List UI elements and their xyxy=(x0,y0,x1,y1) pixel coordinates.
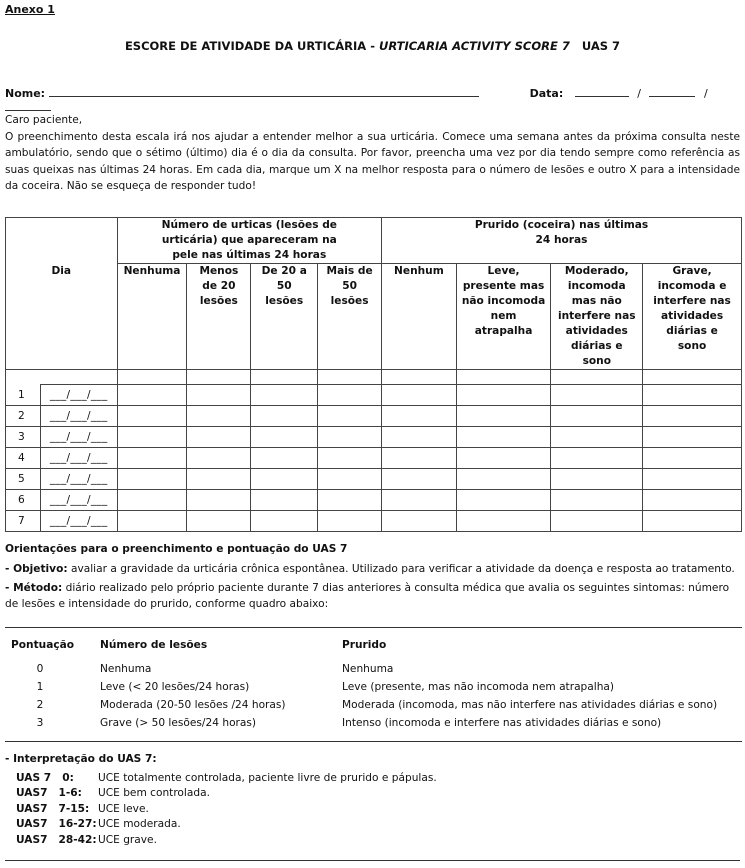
day-number: 1 xyxy=(6,385,41,406)
interpretation-row xyxy=(5,771,740,787)
interpretation-value: UCE leve. xyxy=(98,802,149,815)
scoring-lesions: Leve (< 20 lesões/24 horas) xyxy=(100,681,250,693)
daily-score-table xyxy=(5,217,742,532)
check-cell[interactable] xyxy=(251,511,318,532)
check-cell[interactable] xyxy=(187,406,251,427)
check-cell[interactable] xyxy=(643,427,742,448)
check-cell[interactable] xyxy=(251,385,318,406)
orientation-heading: Orientações para o preenchimento e pontuação do UAS 7 xyxy=(5,543,348,555)
check-cell[interactable] xyxy=(456,490,551,511)
check-cell[interactable] xyxy=(187,448,251,469)
check-cell[interactable] xyxy=(456,448,551,469)
day-date-field[interactable]: ___/___/___ xyxy=(40,427,117,448)
check-cell[interactable] xyxy=(251,448,318,469)
lesion-col-3: Mais de 50 lesões xyxy=(318,264,382,370)
check-cell[interactable] xyxy=(643,511,742,532)
interpretation-key: UAS7 7-15: xyxy=(16,802,90,815)
check-cell[interactable] xyxy=(117,385,187,406)
lesion-col-2: De 20 a 50 lesões xyxy=(251,264,318,370)
scoring-itch: Nenhuma xyxy=(342,663,394,675)
day-row xyxy=(6,427,742,448)
check-cell[interactable] xyxy=(318,406,382,427)
title-suffix: UAS 7 xyxy=(581,39,621,53)
day-number: 7 xyxy=(6,511,41,532)
check-cell[interactable] xyxy=(117,469,187,490)
check-cell[interactable] xyxy=(456,511,551,532)
scoring-itch: Intenso (incomoda e interfere nas atividades diárias e sono) xyxy=(342,717,662,729)
day-number: 3 xyxy=(6,427,41,448)
check-cell[interactable] xyxy=(551,406,643,427)
check-cell[interactable] xyxy=(382,406,457,427)
day-number: 5 xyxy=(6,469,41,490)
scoring-row xyxy=(5,699,742,717)
document-title xyxy=(0,39,745,53)
lesions-group-header: Número de urticas (lesões de urticária) que apareceram na pele nas últimas 24 horas xyxy=(117,218,381,264)
check-cell[interactable] xyxy=(382,385,457,406)
check-cell[interactable] xyxy=(318,469,382,490)
method-text: diário realizado pelo próprio paciente durante 7 dias anteriores à consulta médica que avalia os seguintes sintomas: número de lesões e intensidade do prurido, conforme quadro abaixo: xyxy=(5,582,730,610)
interpretation-key: UAS7 28-42: xyxy=(16,833,97,846)
interpretation-heading: - Interpretação do UAS 7: xyxy=(5,753,157,765)
check-cell[interactable] xyxy=(382,448,457,469)
scoring-lesions: Nenhuma xyxy=(100,663,152,675)
date-month-field[interactable] xyxy=(649,86,695,97)
scoring-score: 3 xyxy=(36,717,44,729)
scoring-lesions: Grave (> 50 lesões/24 horas) xyxy=(100,717,257,729)
day-date-field[interactable]: ___/___/___ xyxy=(40,511,117,532)
check-cell[interactable] xyxy=(456,385,551,406)
scoring-header-score: Pontuação xyxy=(11,639,75,651)
day-date-field[interactable]: ___/___/___ xyxy=(40,448,117,469)
lesion-col-1: Menos de 20 lesões xyxy=(187,264,251,370)
check-cell[interactable] xyxy=(187,469,251,490)
day-row xyxy=(6,490,742,511)
check-cell[interactable] xyxy=(187,385,251,406)
day-row xyxy=(6,406,742,427)
objective-text: avaliar a gravidade da urticária crônica espontânea. Utilizado para verificar a atividade da doença e resposta ao tratamento. xyxy=(70,563,735,575)
interpretation-value: UCE totalmente controlada, paciente livre de prurido e pápulas. xyxy=(98,771,437,784)
interpretation-row xyxy=(5,833,740,849)
name-field[interactable] xyxy=(49,86,479,97)
intro-greeting: Caro paciente, xyxy=(5,114,83,126)
scoring-table xyxy=(5,627,742,742)
check-cell[interactable] xyxy=(382,469,457,490)
interpretation-row xyxy=(5,817,740,833)
check-cell[interactable] xyxy=(251,469,318,490)
check-cell[interactable] xyxy=(318,490,382,511)
interpretation-key: UAS7 1-6: xyxy=(16,787,82,799)
interpretation-row xyxy=(5,802,740,818)
check-cell[interactable] xyxy=(318,427,382,448)
check-cell[interactable] xyxy=(643,490,742,511)
interpretation-key: UAS7 16-27: xyxy=(16,818,97,830)
date-separator-1: / xyxy=(637,87,641,100)
annex-label: Anexo 1 xyxy=(5,3,55,16)
itch-group-header: Prurido (coceira) nas últimas 24 horas xyxy=(382,218,742,264)
check-cell[interactable] xyxy=(251,406,318,427)
interpretation-value: UCE moderada. xyxy=(98,818,181,830)
check-cell[interactable] xyxy=(643,469,742,490)
check-cell[interactable] xyxy=(456,469,551,490)
day-number: 6 xyxy=(6,490,41,511)
itch-col-3: Grave, incomoda e interfere nas atividades diárias e sono xyxy=(643,264,742,370)
check-cell[interactable] xyxy=(643,448,742,469)
scoring-row xyxy=(5,717,742,735)
check-cell[interactable] xyxy=(117,511,187,532)
check-cell[interactable] xyxy=(318,385,382,406)
check-cell[interactable] xyxy=(187,511,251,532)
check-cell[interactable] xyxy=(456,427,551,448)
scoring-score: 1 xyxy=(36,681,44,693)
check-cell[interactable] xyxy=(318,511,382,532)
check-cell[interactable] xyxy=(251,427,318,448)
interpretation-value: UCE grave. xyxy=(98,833,157,846)
check-cell[interactable] xyxy=(643,406,742,427)
interpretation-section xyxy=(5,752,740,848)
intro-text xyxy=(5,112,740,195)
scoring-itch: Moderada (incomoda, mas não interfere nas atividades diárias e sono) xyxy=(342,699,718,711)
day-header: Dia xyxy=(6,264,118,370)
day-date-field[interactable]: ___/___/___ xyxy=(40,469,117,490)
check-cell[interactable] xyxy=(551,511,643,532)
scoring-itch: Leve (presente, mas não incomoda nem atrapalha) xyxy=(342,681,615,693)
check-cell[interactable] xyxy=(551,448,643,469)
check-cell[interactable] xyxy=(456,406,551,427)
scoring-bottom-rule xyxy=(5,735,742,742)
date-label: Data: xyxy=(529,87,564,100)
itch-col-0: Nenhum xyxy=(382,264,457,370)
intro-body: O preenchimento desta escala irá nos ajudar a entender melhor a sua urticária. Comece uma semana antes da próxima consulta neste ambulatório, sendo que o sétimo (último) dia é o dia da consulta. Por favor, preencha uma vez por dia tendo sempre como referência as suas queixas nas últimas 24 horas. Em cada dia, marque um X na melhor resposta para o número de lesões e outro X para a intensidade da coceira. Não se esqueça de responder tudo! xyxy=(5,130,740,192)
date-day-field[interactable] xyxy=(575,86,629,97)
day-date-field[interactable]: ___/___/___ xyxy=(40,490,117,511)
title-main: ESCORE DE ATIVIDADE DA URTICÁRIA - xyxy=(124,39,379,53)
day-row xyxy=(6,448,742,469)
bottom-rule xyxy=(5,860,740,861)
method-paragraph xyxy=(5,580,740,612)
check-cell[interactable] xyxy=(187,427,251,448)
day-number: 2 xyxy=(6,406,41,427)
day-date-field[interactable]: ___/___/___ xyxy=(40,406,117,427)
name-date-row xyxy=(5,86,737,114)
check-cell[interactable] xyxy=(382,427,457,448)
interpretation-row xyxy=(5,786,740,802)
scoring-header-lesions: Número de lesões xyxy=(100,639,208,651)
day-row xyxy=(6,469,742,490)
check-cell[interactable] xyxy=(551,490,643,511)
check-cell[interactable] xyxy=(551,427,643,448)
day-row xyxy=(6,511,742,532)
check-cell[interactable] xyxy=(117,490,187,511)
orientation-section xyxy=(5,541,740,615)
scoring-header-row xyxy=(5,628,742,663)
interpretation-key: UAS 7 0: xyxy=(16,771,74,784)
title-italic: URTICARIA ACTIVITY SCORE 7 xyxy=(378,39,570,53)
scoring-score: 0 xyxy=(36,663,44,675)
check-cell[interactable] xyxy=(551,469,643,490)
check-cell[interactable] xyxy=(318,448,382,469)
check-cell[interactable] xyxy=(251,490,318,511)
itch-col-2: Moderado, incomoda mas não interfere nas atividades diárias e sono xyxy=(551,264,643,370)
day-row xyxy=(6,385,742,406)
scoring-row xyxy=(5,681,742,699)
date-separator-2: / xyxy=(703,87,708,100)
day-date-field[interactable]: ___/___/___ xyxy=(40,385,117,406)
check-cell[interactable] xyxy=(382,511,457,532)
scoring-lesions: Moderada (20-50 lesões /24 horas) xyxy=(100,699,286,711)
date-year-field[interactable] xyxy=(5,100,51,111)
check-cell[interactable] xyxy=(117,448,187,469)
check-cell[interactable] xyxy=(117,406,187,427)
scoring-header-itch: Prurido xyxy=(342,639,387,651)
interpretation-value: UCE bem controlada. xyxy=(98,787,210,799)
day-number: 4 xyxy=(6,448,41,469)
objective-label: - Objetivo: xyxy=(5,563,68,575)
day-header-top xyxy=(6,218,118,264)
check-cell[interactable] xyxy=(187,490,251,511)
check-cell[interactable] xyxy=(643,385,742,406)
objective-paragraph xyxy=(5,561,740,577)
name-label: Nome: xyxy=(5,87,46,100)
itch-col-1: Leve, presente mas não incomoda nem atrapalha xyxy=(456,264,551,370)
check-cell[interactable] xyxy=(382,490,457,511)
scoring-score: 2 xyxy=(36,699,44,711)
lesion-col-0: Nenhuma xyxy=(117,264,187,370)
check-cell[interactable] xyxy=(117,427,187,448)
method-label: - Método: xyxy=(5,582,63,594)
check-cell[interactable] xyxy=(551,385,643,406)
scoring-row xyxy=(5,663,742,681)
